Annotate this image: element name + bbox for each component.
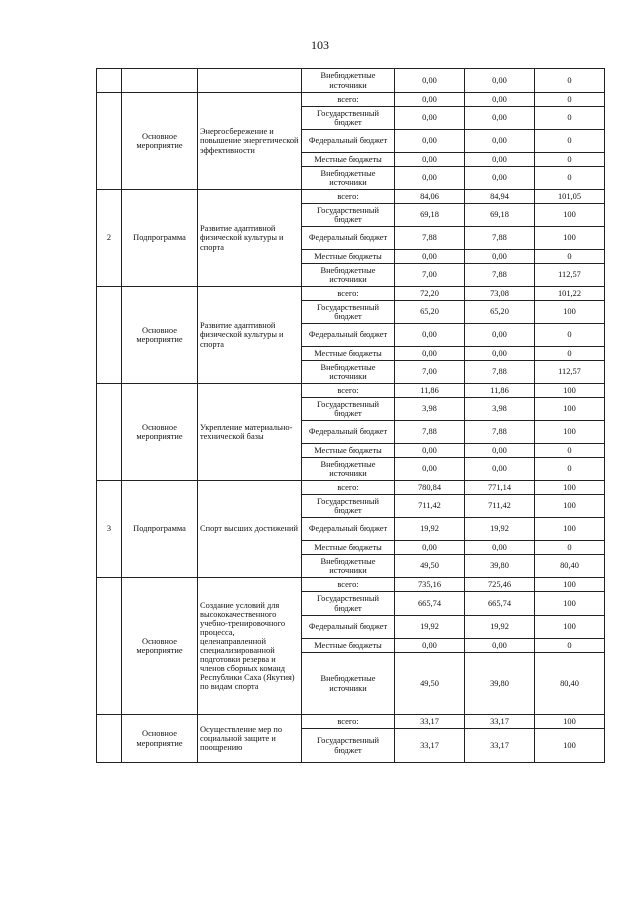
row-name: Создание условий для высококачественного учебно-тренировочного процесса, целенаправленной специализированной подготовки резерва и членов сборных команд Республики Саха (Якутия) по видам спорта	[198, 578, 302, 715]
value-actual: 7,88	[465, 361, 535, 384]
row-number: 3	[97, 481, 122, 578]
value-percent: 0	[535, 639, 605, 653]
value-planned: 0,00	[395, 167, 465, 190]
row-type: Основное мероприятие	[122, 287, 198, 384]
value-actual: 11,86	[465, 384, 535, 398]
value-actual: 65,20	[465, 301, 535, 324]
value-percent: 0	[535, 69, 605, 93]
value-actual: 0,00	[465, 324, 535, 347]
value-actual: 73,08	[465, 287, 535, 301]
row-name: Укрепление материально-технической базы	[198, 384, 302, 481]
value-planned: 11,86	[395, 384, 465, 398]
value-percent: 100	[535, 421, 605, 444]
value-planned: 7,00	[395, 361, 465, 384]
value-planned: 0,00	[395, 458, 465, 481]
value-percent: 112,57	[535, 264, 605, 287]
value-planned: 0,00	[395, 93, 465, 107]
value-percent: 0	[535, 458, 605, 481]
value-planned: 72,20	[395, 287, 465, 301]
value-actual: 0,00	[465, 93, 535, 107]
row-number	[97, 93, 122, 190]
funding-source: всего:	[302, 481, 395, 495]
value-percent: 100	[535, 227, 605, 250]
row-type	[122, 69, 198, 93]
row-type: Основное мероприятие	[122, 384, 198, 481]
value-percent: 100	[535, 204, 605, 227]
value-planned: 49,50	[395, 555, 465, 578]
table-row	[97, 287, 605, 301]
value-actual: 0,00	[465, 458, 535, 481]
row-name: Развитие адаптивной физической культуры и спорта	[198, 190, 302, 287]
table-row	[97, 578, 605, 592]
value-planned: 7,88	[395, 421, 465, 444]
value-percent: 112,57	[535, 361, 605, 384]
value-percent: 100	[535, 398, 605, 421]
value-planned: 0,00	[395, 130, 465, 153]
funding-source: всего:	[302, 715, 395, 729]
funding-source: Федеральный бюджет	[302, 324, 395, 347]
value-planned: 0,00	[395, 639, 465, 653]
value-actual: 33,17	[465, 729, 535, 763]
funding-source: всего:	[302, 287, 395, 301]
value-planned: 3,98	[395, 398, 465, 421]
value-actual: 39,80	[465, 653, 535, 715]
value-actual: 0,00	[465, 639, 535, 653]
funding-source: Внебюджетные источники	[302, 361, 395, 384]
page-number: 103	[311, 38, 329, 52]
value-percent: 0	[535, 250, 605, 264]
funding-source: всего:	[302, 190, 395, 204]
value-actual: 0,00	[465, 541, 535, 555]
row-type: Подпрограмма	[122, 481, 198, 578]
value-percent: 100	[535, 518, 605, 541]
value-percent: 100	[535, 384, 605, 398]
funding-source: Местные бюджеты	[302, 639, 395, 653]
value-planned: 69,18	[395, 204, 465, 227]
row-type: Основное мероприятие	[122, 578, 198, 715]
value-percent: 100	[535, 301, 605, 324]
table-row	[97, 481, 605, 495]
funding-source: Государственный бюджет	[302, 495, 395, 518]
table-row	[97, 93, 605, 107]
value-actual: 0,00	[465, 153, 535, 167]
funding-source: Местные бюджеты	[302, 444, 395, 458]
value-planned: 0,00	[395, 153, 465, 167]
funding-source: Государственный бюджет	[302, 592, 395, 616]
value-actual: 7,88	[465, 421, 535, 444]
value-planned: 735,16	[395, 578, 465, 592]
funding-source: Местные бюджеты	[302, 153, 395, 167]
value-actual: 771,14	[465, 481, 535, 495]
value-percent: 0	[535, 153, 605, 167]
funding-source: Федеральный бюджет	[302, 421, 395, 444]
row-number	[97, 287, 122, 384]
value-percent: 100	[535, 592, 605, 616]
value-percent: 0	[535, 541, 605, 555]
value-percent: 0	[535, 167, 605, 190]
value-actual: 711,42	[465, 495, 535, 518]
table-row	[97, 69, 605, 93]
funding-source: Государственный бюджет	[302, 398, 395, 421]
value-actual: 7,88	[465, 264, 535, 287]
row-name: Осуществление мер по социальной защите и поощрению	[198, 715, 302, 763]
value-percent: 0	[535, 444, 605, 458]
value-actual: 7,88	[465, 227, 535, 250]
funding-source: Федеральный бюджет	[302, 616, 395, 639]
value-actual: 0,00	[465, 250, 535, 264]
row-name: Развитие адаптивной физической культуры и спорта	[198, 287, 302, 384]
row-name: Энергосбережение и повышение энергетической эффективности	[198, 93, 302, 190]
value-percent: 0	[535, 347, 605, 361]
value-percent: 101,05	[535, 190, 605, 204]
value-actual: 0,00	[465, 107, 535, 130]
funding-source: Федеральный бюджет	[302, 518, 395, 541]
value-planned: 0,00	[395, 347, 465, 361]
value-actual: 725,46	[465, 578, 535, 592]
value-actual: 19,92	[465, 616, 535, 639]
value-actual: 39,80	[465, 555, 535, 578]
funding-source: Внебюджетные источники	[302, 653, 395, 715]
value-percent: 0	[535, 130, 605, 153]
value-percent: 100	[535, 616, 605, 639]
value-actual: 0,00	[465, 444, 535, 458]
value-percent: 80,40	[535, 555, 605, 578]
funding-source: Внебюджетные источники	[302, 69, 395, 93]
value-planned: 665,74	[395, 592, 465, 616]
row-number: 2	[97, 190, 122, 287]
row-number	[97, 384, 122, 481]
value-actual: 0,00	[465, 347, 535, 361]
row-name: Спорт высших достижений	[198, 481, 302, 578]
value-percent: 100	[535, 715, 605, 729]
funding-source: Местные бюджеты	[302, 541, 395, 555]
funding-source: Государственный бюджет	[302, 301, 395, 324]
value-actual: 0,00	[465, 167, 535, 190]
table-row	[97, 190, 605, 204]
value-percent: 101,22	[535, 287, 605, 301]
row-type: Основное мероприятие	[122, 93, 198, 190]
funding-source: Местные бюджеты	[302, 347, 395, 361]
funding-source: Внебюджетные источники	[302, 167, 395, 190]
row-name	[198, 69, 302, 93]
value-planned: 65,20	[395, 301, 465, 324]
value-actual: 3,98	[465, 398, 535, 421]
funding-source: Государственный бюджет	[302, 729, 395, 763]
value-percent: 0	[535, 107, 605, 130]
value-actual: 0,00	[465, 130, 535, 153]
funding-source: всего:	[302, 93, 395, 107]
value-planned: 0,00	[395, 324, 465, 347]
value-planned: 19,92	[395, 518, 465, 541]
funding-source: Внебюджетные источники	[302, 458, 395, 481]
value-actual: 33,17	[465, 715, 535, 729]
value-percent: 80,40	[535, 653, 605, 715]
row-number	[97, 69, 122, 93]
value-actual: 0,00	[465, 69, 535, 93]
funding-source: Федеральный бюджет	[302, 227, 395, 250]
table-row	[97, 384, 605, 398]
value-planned: 0,00	[395, 107, 465, 130]
value-percent: 100	[535, 578, 605, 592]
value-planned: 7,00	[395, 264, 465, 287]
value-actual: 69,18	[465, 204, 535, 227]
row-number	[97, 715, 122, 763]
funding-source: Государственный бюджет	[302, 107, 395, 130]
value-planned: 711,42	[395, 495, 465, 518]
row-number	[97, 578, 122, 715]
value-planned: 0,00	[395, 250, 465, 264]
value-percent: 100	[535, 481, 605, 495]
value-planned: 33,17	[395, 729, 465, 763]
value-planned: 0,00	[395, 444, 465, 458]
budget-table	[96, 68, 605, 763]
value-actual: 665,74	[465, 592, 535, 616]
value-planned: 0,00	[395, 69, 465, 93]
value-percent: 100	[535, 495, 605, 518]
value-planned: 84,06	[395, 190, 465, 204]
funding-source: всего:	[302, 384, 395, 398]
value-actual: 19,92	[465, 518, 535, 541]
row-type: Подпрограмма	[122, 190, 198, 287]
value-planned: 19,92	[395, 616, 465, 639]
table-row	[97, 715, 605, 729]
value-percent: 0	[535, 93, 605, 107]
funding-source: Внебюджетные источники	[302, 264, 395, 287]
funding-source: Местные бюджеты	[302, 250, 395, 264]
row-type: Основное мероприятие	[122, 715, 198, 763]
funding-source: Внебюджетные источники	[302, 555, 395, 578]
value-percent: 0	[535, 324, 605, 347]
value-planned: 0,00	[395, 541, 465, 555]
value-actual: 84,94	[465, 190, 535, 204]
value-percent: 100	[535, 729, 605, 763]
value-planned: 7,88	[395, 227, 465, 250]
funding-source: Федеральный бюджет	[302, 130, 395, 153]
value-planned: 33,17	[395, 715, 465, 729]
funding-source: Государственный бюджет	[302, 204, 395, 227]
funding-source: всего:	[302, 578, 395, 592]
value-planned: 49,50	[395, 653, 465, 715]
value-planned: 780,84	[395, 481, 465, 495]
